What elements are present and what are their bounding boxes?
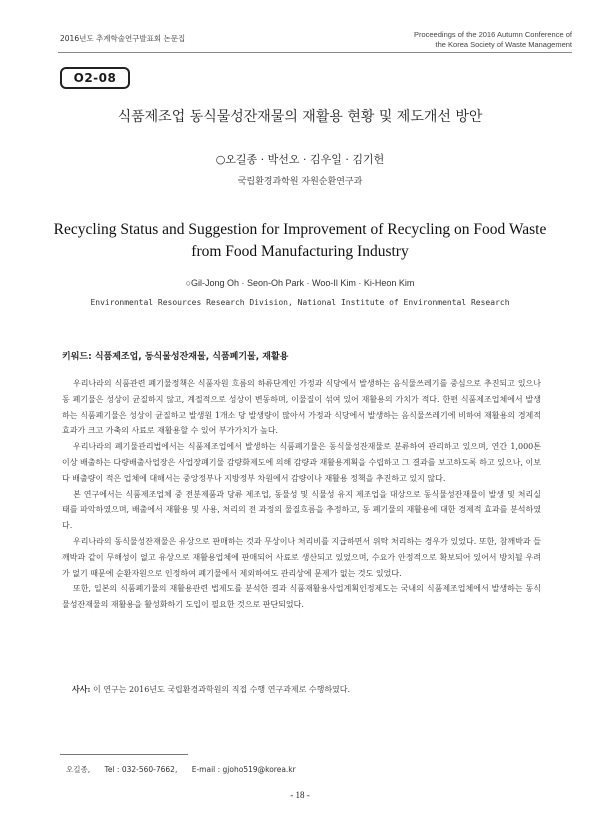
page-number: - 18 - xyxy=(290,790,310,800)
body-paragraph: 우리나라의 식품관련 폐기물정책은 식품자원 흐름의 하류단계인 가정과 식당에서 발생하는 음식물쓰레기를 중심으로 추진되고 있으나 동 폐기물은 성상이 균질하지 않고, 계절적으로 성상이 변동하며, 이물질이 섞여 있어 재활용의 가치가 적다. 한편 식품제조업체에서 발생하는 식품폐기물은 성상이 균질하고 발생원 1개소 당 발생량이 많아서 가정과 식당에서 발생하는 음식물쓰레기에 비하여 재활용의 경제적 효과가 크고 가축의 사료로 재활용할 수 있어 부가가치가 높다. xyxy=(62,379,541,436)
body-paragraph: 또한, 일본의 식품폐기물의 재활용관련 법제도를 분석한 결과 식품재활용사업계획인정제도는 국내의 식품제조업체에서 발생하는 동식물성잔재물의 재활용을 활성화하기 도입이 필요한 것으로 판단되었다. xyxy=(62,584,541,610)
body-paragraph: 본 연구에서는 식품제조업체 중 전분제품과 당류 제조업, 동물성 및 식물성 유지 제조업을 대상으로 동식물성잔재물이 발생 및 처리실태를 파악하였으며, 배출에서 재활용 및 사용, 처리의 전 과정의 물질흐름을 추정하고, 동 폐기물의 재활용에 대한 경제적 효과를 분석하였다. xyxy=(62,489,541,531)
acknowledgement-label: 사사: xyxy=(72,684,91,694)
running-header-left: 2016년도 추계학술연구발표회 논문집 xyxy=(60,34,186,43)
paper-title-korean: 식품제조업 동식물성잔재물의 재활용 현황 및 제도개선 방안 xyxy=(117,109,483,125)
footnote-email: E-mail : gjoho519@korea.kr xyxy=(191,765,296,774)
abstract-body xyxy=(62,376,541,613)
footnote-name: 오길종, xyxy=(66,765,91,774)
acknowledgement-text: 이 연구는 2016년도 국립환경과학원의 직접 수행 연구과제로 수행하였다. xyxy=(92,685,351,694)
body-paragraph: 우리나라의 동식물성잔재물은 유상으로 판매하는 것과 무상이나 처리비를 지급하면서 위탁 처리하는 경우가 있었다. 또한, 참깨박과 들깨박과 같이 무해성이 없고 유상으로 재활용업체에 판매되어 사료로 생산되고 있었으며, 수요가 안정적으로 확보되어 있어서 방치될 우려가 없기 때문에 순환자원으로 인정하여 폐기물에서 제외하여도 관리상에 문제가 없는 것도 있었다. xyxy=(62,536,541,578)
header-divider xyxy=(58,52,572,53)
affiliation-english: Environmental Resources Research Division, National Institute of Environmental Research xyxy=(90,298,510,307)
corresponding-author-footnote xyxy=(66,764,308,775)
footnote-tel: Tel : 032-560-7662, xyxy=(104,765,178,774)
running-header-right-line1: Proceedings of the 2016 Autumn Conference of xyxy=(413,30,572,39)
keywords-line: 키워드: 식품제조업, 동식물성잔재물, 식품폐기물, 재활용 xyxy=(62,352,289,362)
acknowledgement xyxy=(72,684,350,695)
affiliation-korean: 국립환경과학원 자원순환연구과 xyxy=(237,177,363,187)
body-paragraph: 우리나라의 폐기물관리법에서는 식품제조업에서 발생하는 식품폐기물은 동식물성잔재물로 분류하여 관리하고 있으며, 연간 1,000톤 이상 배출하는 다량배출사업장은 사업장폐기물 감량화제도에 의해 감량과 재활용계획을 수립하고 그 결과를 보고하도록 하고 있으나, 이보다 배출량이 적은 업체에 대해서는 중앙정부나 지방정부 차원에서 감량이나 재활용 정책을 추진하고 있지 않다. xyxy=(62,442,541,483)
running-header-right xyxy=(312,30,572,50)
footnote-divider xyxy=(60,754,188,755)
author-list-korean: ○오길종 · 박선오 · 김우일 · 김기헌 xyxy=(215,153,385,166)
paper-title-english: Recycling Status and Suggestion for Improvement of Recycling on Food Waste from Food Manufacturing Industry xyxy=(53,221,547,260)
session-code-badge: O2-08 xyxy=(60,67,130,89)
author-list-english: ○Gil-Jong Oh · Seon-Oh Park · Woo-Il Kim · Ki-Heon Kim xyxy=(185,278,415,288)
running-header-right-line2: the Korea Society of Waste Management xyxy=(435,39,572,49)
